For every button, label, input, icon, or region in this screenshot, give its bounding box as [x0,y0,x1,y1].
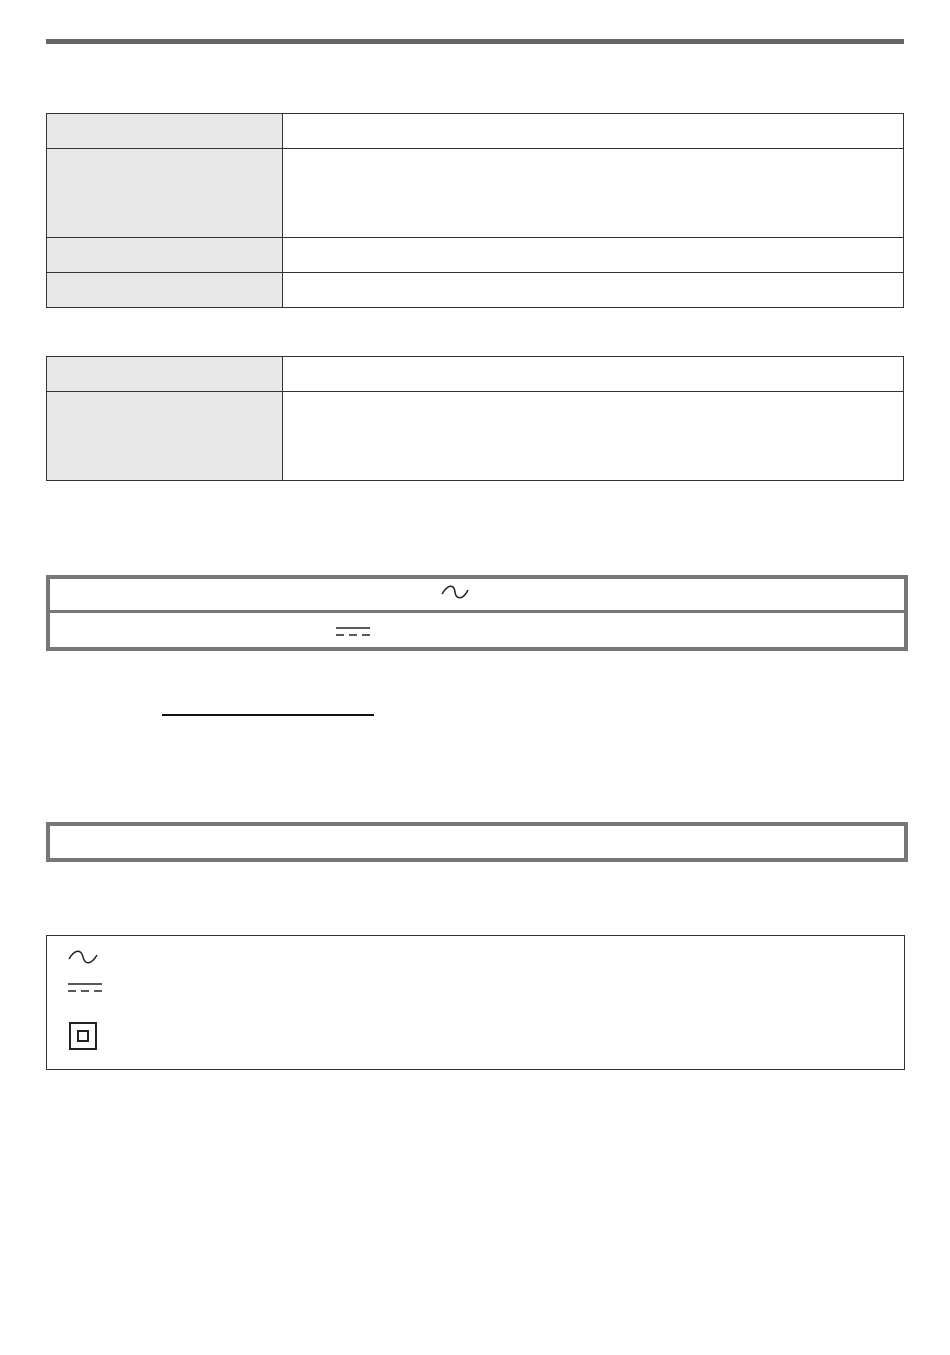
direct-current-icon [67,982,103,994]
direct-current-icon [335,626,371,638]
specifications-table-1 [46,113,904,308]
table-row [47,273,904,308]
symbol-legend [46,935,905,1070]
table-row [47,149,904,238]
spec-label-cell [47,392,283,481]
table-row [47,357,904,392]
spec-label-cell [47,114,283,149]
spec-value-cell [283,149,904,238]
spec-value-cell [283,357,904,392]
panel-divider [50,610,904,613]
table-row [47,392,904,481]
spec-value-cell [283,238,904,273]
note-panel [46,822,908,862]
table-row [47,114,904,149]
specifications-table-2 [46,356,904,481]
spec-label-cell [47,273,283,308]
alternating-current-icon [67,949,99,965]
legend-item-ac [67,949,99,965]
spec-label-cell [47,238,283,273]
legend-item-dc [67,982,103,994]
header-rule [46,39,904,44]
power-rating-panel [46,575,908,651]
spec-label-cell [47,149,283,238]
spec-value-cell [283,114,904,149]
spec-value-cell [283,392,904,481]
link-underline[interactable] [162,714,374,716]
table-row [47,238,904,273]
class-ii-double-insulation-icon [69,1022,97,1050]
alternating-current-icon [440,585,470,599]
spec-value-cell [283,273,904,308]
spec-label-cell [47,357,283,392]
legend-item-class-ii [67,1022,97,1050]
class-ii-inner-square [77,1030,89,1042]
